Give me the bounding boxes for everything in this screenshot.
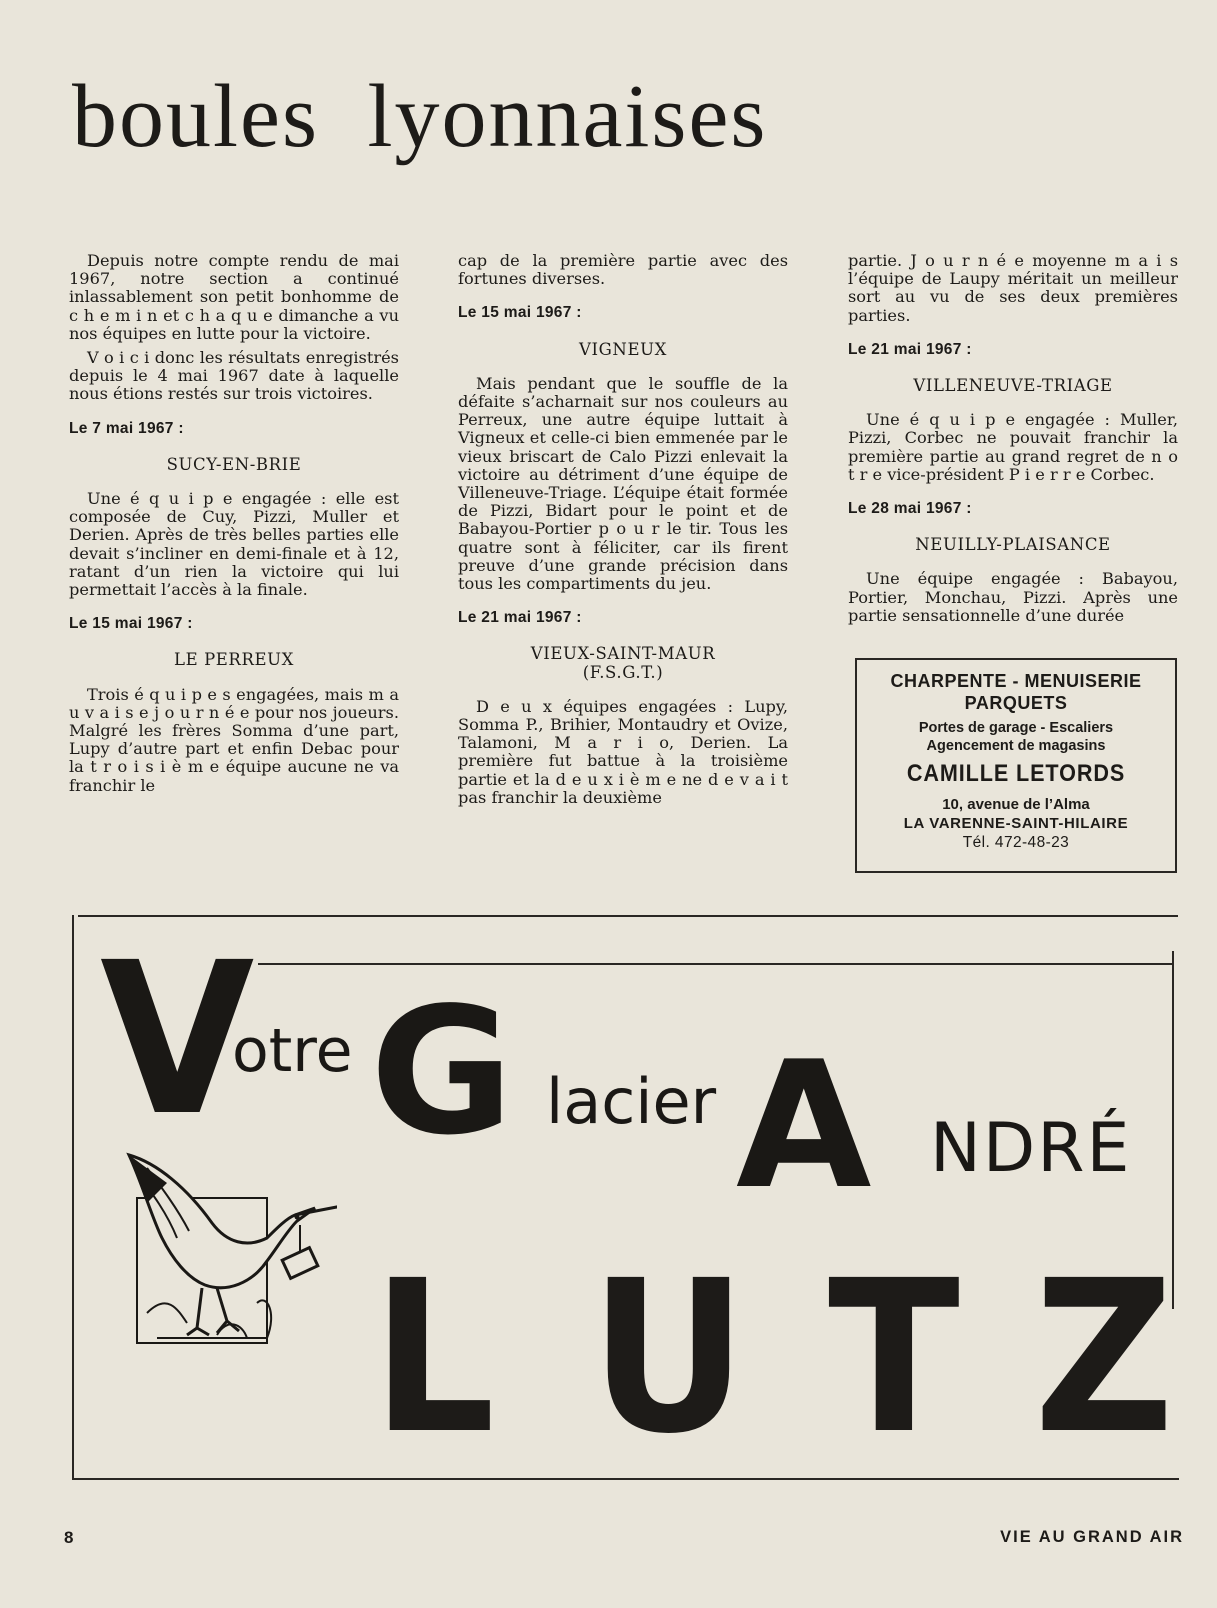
magazine-name: VIE AU GRAND AIR [1000, 1528, 1184, 1546]
date-heading: Le 15 mai 1967 : [458, 304, 582, 322]
date-heading: Le 7 mai 1967 : [69, 419, 184, 437]
stork-icon [117, 1143, 337, 1353]
ad-city: LA VARENNE-SAINT-HILAIRE [903, 815, 1129, 832]
lutz-letter: Z [1034, 1235, 1175, 1480]
ad-trade: CHARPENTE - MENUISERIE [890, 671, 1142, 691]
article-column-1 [69, 252, 399, 795]
venue-heading: VIGNEUX [579, 339, 667, 359]
ad-word-ndre: NDRÉ [930, 1109, 1132, 1188]
ad-business-name: CAMILLE LETORDS [906, 760, 1126, 787]
ad-services: Portes de garage - Escaliers [918, 720, 1114, 736]
ad-surname-lutz [372, 1235, 1175, 1480]
paragraph: Une é q u i p e engagée : Muller, Pizzi, Corbec ne pouvait franchir la première partie au grand regret de n o t r e vice-président P i e r r e Corbec. [848, 410, 1178, 484]
page-title: boules lyonnaises [72, 67, 768, 166]
carpentry-advertisement [855, 658, 1177, 873]
article-column-2 [458, 252, 788, 807]
venue-heading: LE PERREUX [174, 650, 294, 670]
lutz-letter: T [828, 1235, 960, 1480]
date-heading: Le 15 mai 1967 : [69, 615, 193, 633]
venue-heading: VILLENEUVE-TRIAGE [913, 376, 1113, 396]
ad-services-2: Agencement de magasins [926, 738, 1106, 754]
paragraph: Une équipe engagée : Babayou, Portier, Monchau, Pizzi. Après une partie sensationnelle d’une durée [848, 569, 1178, 625]
paragraph: Une é q u i p e engagée : elle est composée de Cuy, Pizzi, Muller et Derien. Après de très belles parties elle devait s’incliner en demi-finale et à 12, ratant d’un rien la victoire qui lui permettait l’accès à la finale. [69, 489, 399, 600]
paragraph: D e u x équipes engagées : Lupy, Somma P., Brihier, Montaudry et Ovize, Talamoni, M a r i o, Derien. La première fut battue à la troisième partie et la d e u x i è m e ne d e v a i t pas franchir la deuxième [458, 696, 788, 807]
venue-heading: SUCY-EN-BRIE [166, 454, 302, 474]
paragraph: Depuis notre compte rendu de mai 1967, notre section a continué inlassablement son petit bonhomme de c h e m i n et c h a q u e dimanche a vu nos équipes en lutte pour la victoire. [69, 251, 399, 343]
ad-frame-left [72, 915, 74, 1480]
ad-word-lacier: lacier [546, 1065, 717, 1138]
date-heading: Le 28 mai 1967 : [848, 500, 972, 518]
ad-phone: Tél. 472-48-23 [962, 834, 1070, 851]
ice-cream-advertisement [72, 915, 1179, 1480]
ad-letter-g: G [370, 971, 514, 1174]
paragraph: Mais pendant que le souffle de la défaite s’acharnait sur nos couleurs au Perreux, une autre équipe luttait à Vigneux et celle-ci bien emmenée par le vieux briscart de Calo Pizzi enlevait la victoire au détriment d’une équipe de Villeneuve-Triage. L’équipe était formée de Pizzi, Bidart pour le point et de Babayou-Portier p o u r le tir. Tous les quatre sont à féliciter, car ils firent preuve d’une grande précision dans tous les compartiments du jeu. [458, 373, 788, 594]
paragraph: partie. J o u r n é e moyenne m a i s l’équipe de Laupy méritait un meilleur sort au vu de ses deux premières parties. [848, 251, 1178, 325]
venue-heading [458, 645, 788, 681]
lutz-letter: L [372, 1235, 496, 1480]
venue-federation: (F.S.G.T.) [582, 662, 664, 682]
article-column-3 [848, 252, 1178, 625]
ad-trade-2: PARQUETS [964, 693, 1068, 713]
ad-address: 10, avenue de l’Alma [942, 796, 1090, 813]
date-heading: Le 21 mai 1967 : [848, 340, 972, 358]
ad-letter-v: V [100, 917, 255, 1162]
paragraph: V o i c i donc les résultats enregistrés depuis le 4 mai 1967 date à laquelle nous étions restés sur trois victoires. [69, 348, 399, 404]
date-heading: Le 21 mai 1967 : [458, 609, 582, 627]
paragraph: cap de la première partie avec des fortunes diverses. [458, 251, 788, 289]
ad-letter-a: A [736, 1025, 872, 1228]
lutz-letter: U [590, 1235, 747, 1480]
ad-word-otre: otre [232, 1016, 353, 1086]
paragraph: Trois é q u i p e s engagées, mais m a u v a i s e j o u r n é e pour nos joueurs. Malgré les frères Somma d’une part, Lupy d’autre part et enfin Debac pour la t r o i s i è m e équipe aucune ne va franchir le [69, 684, 399, 795]
venue-heading: NEUILLY-PLAISANCE [915, 535, 1111, 555]
page-number: 8 [64, 1528, 74, 1547]
venue-name: VIEUX-SAINT-MAUR [530, 644, 716, 664]
